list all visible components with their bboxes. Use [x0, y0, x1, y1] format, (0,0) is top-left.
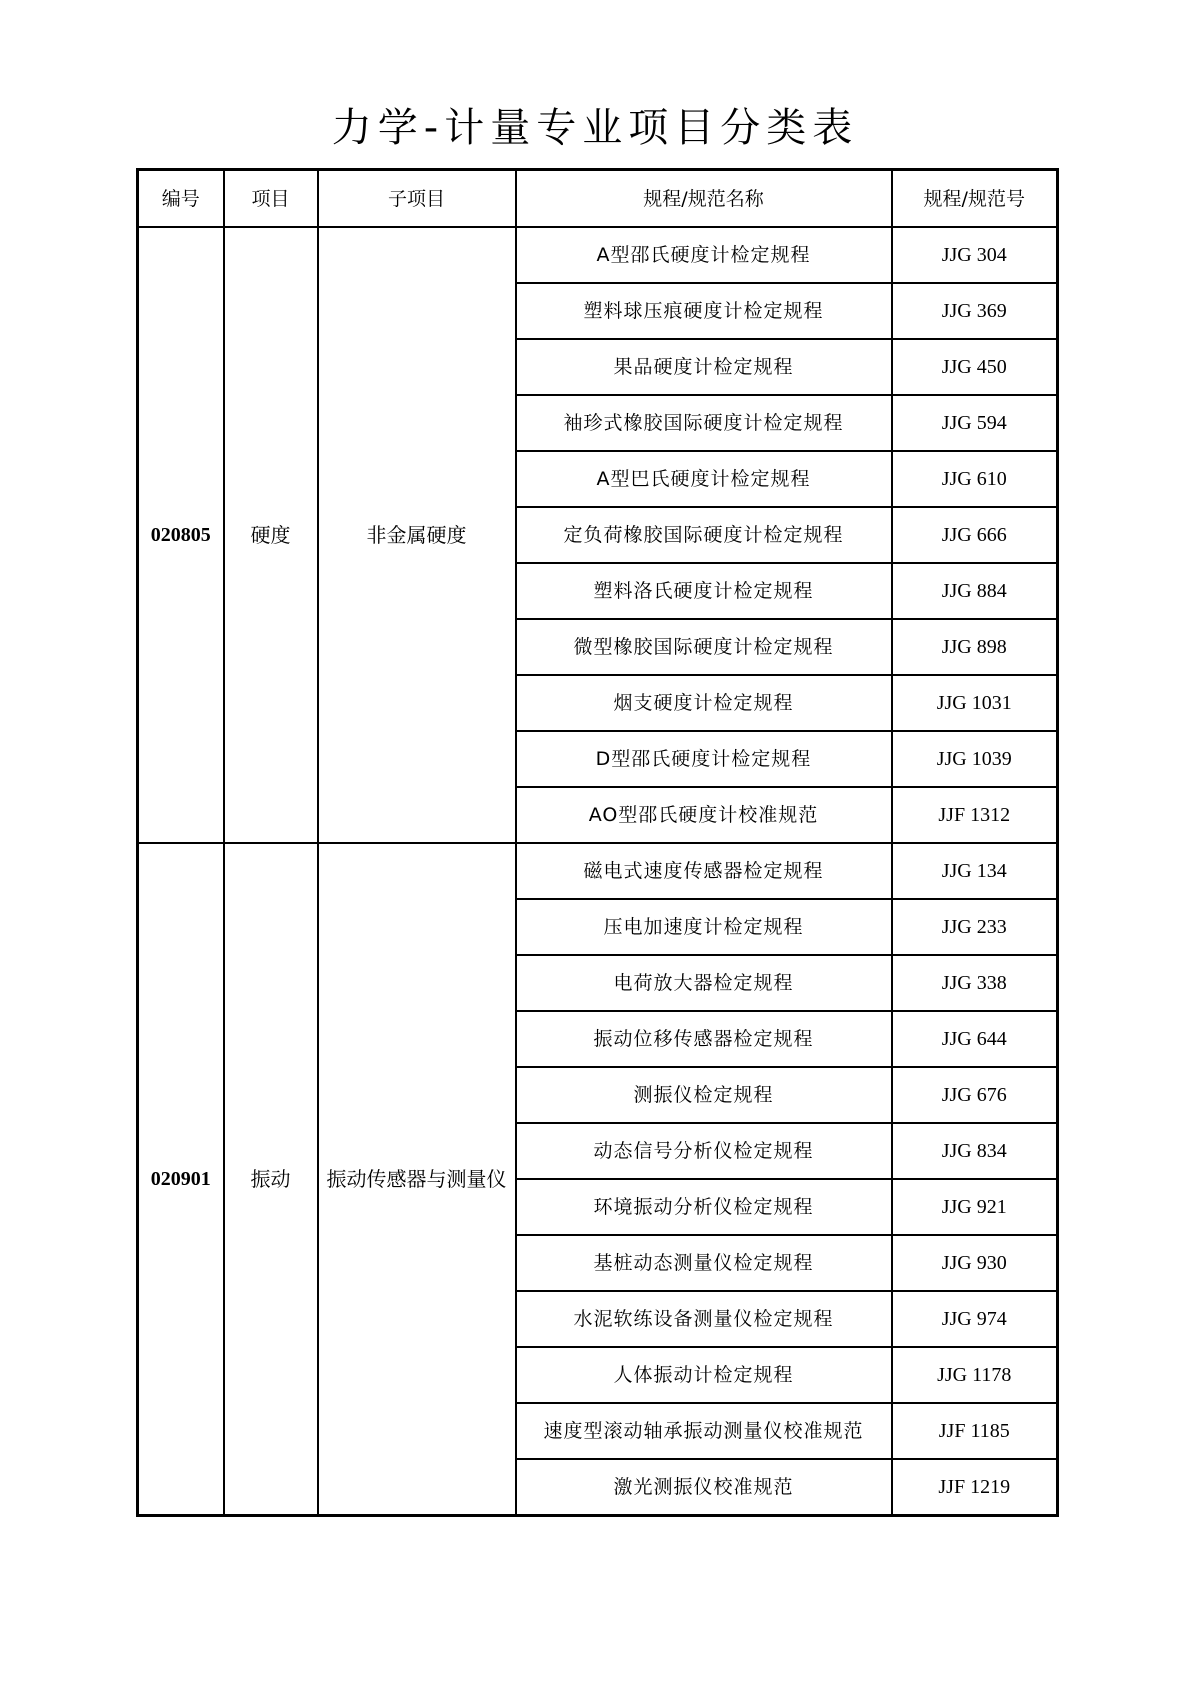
table-header-row	[138, 170, 1058, 228]
spec-no-cell: JJG 884	[892, 563, 1058, 619]
spec-no-cell: JJG 1039	[892, 731, 1058, 787]
header-spec-name: 规程/规范名称	[516, 170, 892, 228]
spec-name-cell: 定负荷橡胶国际硬度计检定规程	[516, 507, 892, 563]
spec-no-cell: JJG 134	[892, 843, 1058, 899]
spec-name-cell: 基桩动态测量仪检定规程	[516, 1235, 892, 1291]
spec-name-cell: 动态信号分析仪检定规程	[516, 1123, 892, 1179]
spec-no-cell: JJG 974	[892, 1291, 1058, 1347]
spec-no-cell: JJG 1178	[892, 1347, 1058, 1403]
spec-no-cell: JJG 676	[892, 1067, 1058, 1123]
spec-name-cell: 激光测振仪校准规范	[516, 1459, 892, 1516]
header-subitem: 子项目	[318, 170, 516, 228]
group-item: 硬度	[224, 227, 318, 843]
group-code: 020901	[138, 843, 224, 1516]
spec-name-cell: 电荷放大器检定规程	[516, 955, 892, 1011]
spec-name-cell: 水泥软练设备测量仪检定规程	[516, 1291, 892, 1347]
table-row	[138, 843, 1058, 899]
spec-name-cell: 压电加速度计检定规程	[516, 899, 892, 955]
group-subitem: 非金属硬度	[318, 227, 516, 843]
page-title: 力学-计量专业项目分类表	[331, 105, 859, 151]
spec-no-cell: JJF 1219	[892, 1459, 1058, 1516]
header-item: 项目	[224, 170, 318, 228]
spec-no-cell: JJG 450	[892, 339, 1058, 395]
spec-name-cell: 速度型滚动轴承振动测量仪校准规范	[516, 1403, 892, 1459]
spec-no-cell: JJG 594	[892, 395, 1058, 451]
spec-no-cell: JJG 304	[892, 227, 1058, 283]
spec-name-cell: 磁电式速度传感器检定规程	[516, 843, 892, 899]
table-row	[138, 227, 1058, 283]
spec-name-cell: A型巴氏硬度计检定规程	[516, 451, 892, 507]
spec-name-cell: 塑料球压痕硬度计检定规程	[516, 283, 892, 339]
spec-name-cell: 果品硬度计检定规程	[516, 339, 892, 395]
spec-name-cell: AO型邵氏硬度计校准规范	[516, 787, 892, 843]
spec-no-cell: JJG 666	[892, 507, 1058, 563]
spec-name-cell: 人体振动计检定规程	[516, 1347, 892, 1403]
spec-no-cell: JJG 233	[892, 899, 1058, 955]
spec-name-cell: A型邵氏硬度计检定规程	[516, 227, 892, 283]
spec-no-cell: JJG 921	[892, 1179, 1058, 1235]
spec-name-cell: 振动位移传感器检定规程	[516, 1011, 892, 1067]
table-body	[138, 227, 1058, 1516]
spec-no-cell: JJG 369	[892, 283, 1058, 339]
spec-name-cell: 测振仪检定规程	[516, 1067, 892, 1123]
spec-name-cell: 环境振动分析仪检定规程	[516, 1179, 892, 1235]
spec-no-cell: JJG 834	[892, 1123, 1058, 1179]
spec-no-cell: JJG 1031	[892, 675, 1058, 731]
spec-no-cell: JJF 1185	[892, 1403, 1058, 1459]
spec-no-cell: JJF 1312	[892, 787, 1058, 843]
project-classification-table	[136, 168, 1059, 1517]
spec-no-cell: JJG 610	[892, 451, 1058, 507]
group-code: 020805	[138, 227, 224, 843]
header-code: 编号	[138, 170, 224, 228]
spec-no-cell: JJG 644	[892, 1011, 1058, 1067]
spec-no-cell: JJG 338	[892, 955, 1058, 1011]
spec-name-cell: 袖珍式橡胶国际硬度计检定规程	[516, 395, 892, 451]
header-spec-no: 规程/规范号	[892, 170, 1058, 228]
spec-name-cell: 塑料洛氏硬度计检定规程	[516, 563, 892, 619]
spec-name-cell: 烟支硬度计检定规程	[516, 675, 892, 731]
spec-no-cell: JJG 898	[892, 619, 1058, 675]
spec-name-cell: D型邵氏硬度计检定规程	[516, 731, 892, 787]
group-item: 振动	[224, 843, 318, 1516]
spec-no-cell: JJG 930	[892, 1235, 1058, 1291]
spec-name-cell: 微型橡胶国际硬度计检定规程	[516, 619, 892, 675]
group-subitem: 振动传感器与测量仪	[318, 843, 516, 1516]
